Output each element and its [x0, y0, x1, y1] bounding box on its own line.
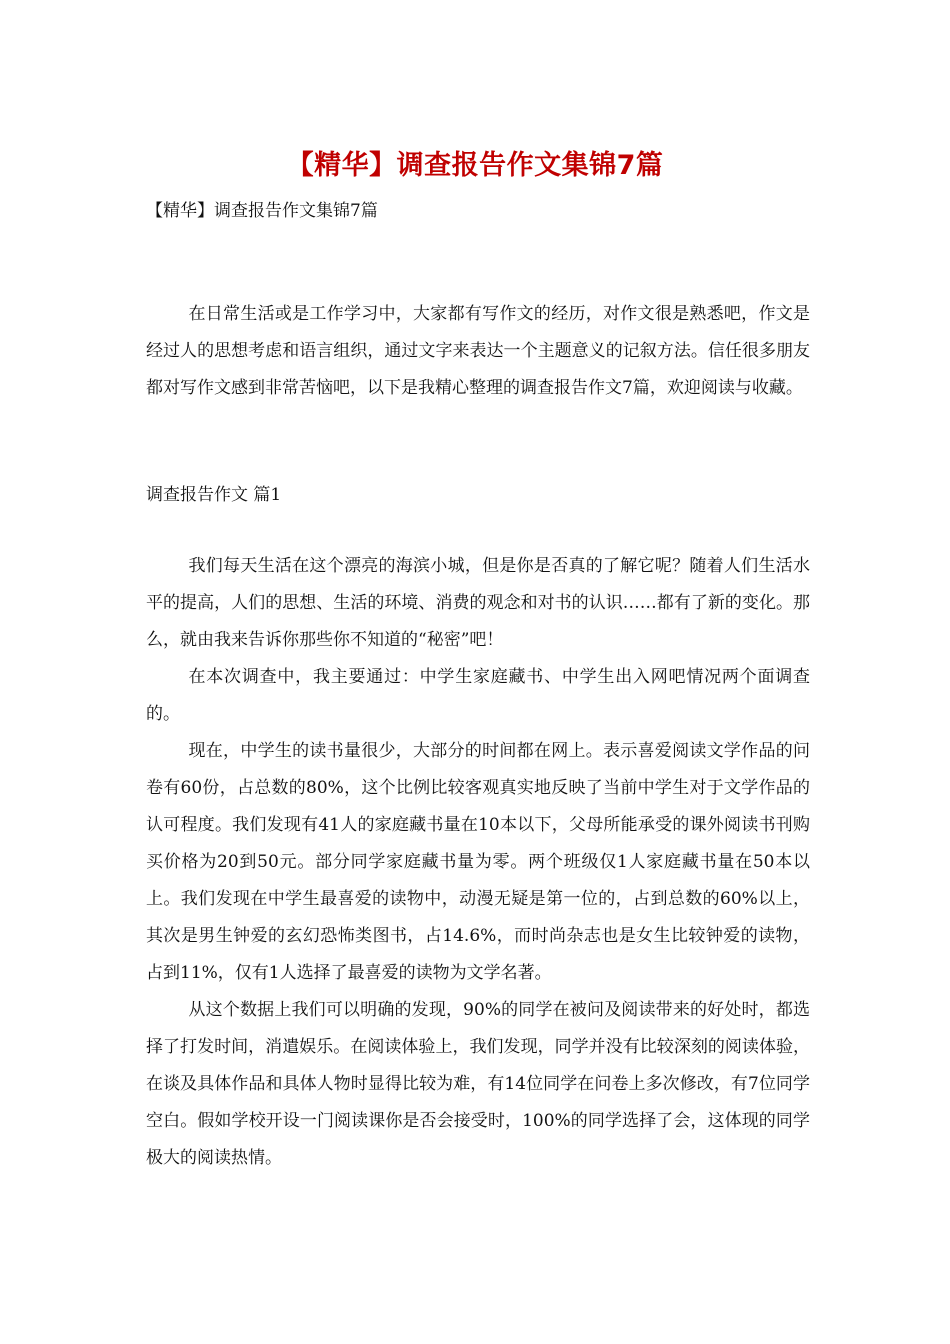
article-paragraph-4: 从这个数据上我们可以明确的发现，90%的同学在被问及阅读带来的好处时，都选择了打发时间，消遣娱乐。在阅读体验上，我们发现，同学并没有比较深刻的阅读体验，在谈及具体作品和具体人物时显得比较为难，有14位同学在问卷上多次修改，有7位同学空白。假如学校开设一门阅读课你是否会接受时，100%的同学选择了会，这体现的同学极大的阅读热情。	[146, 1000, 810, 1168]
document-subtitle: 【精华】调查报告作文集锦7篇	[146, 201, 378, 221]
document-title: 【精华】调查报告作文集锦7篇	[286, 150, 664, 181]
intro-paragraph: 在日常生活或是工作学习中，大家都有写作文的经历，对作文很是熟悉吧，作文是经过人的思想考虑和语言组织，通过文字来表达一个主题意义的记叙方法。信任很多朋友都对写作文感到非常苦恼吧，以下是我精心整理的调查报告作文7篇，欢迎阅读与收藏。	[146, 304, 810, 398]
section-heading: 调查报告作文 篇1	[146, 485, 282, 505]
intro-block	[146, 296, 810, 407]
article-paragraph-2: 在本次调查中，我主要通过：中学生家庭藏书、中学生出入网吧情况两个面调查的。	[146, 667, 810, 724]
article-body	[146, 548, 810, 1177]
article-paragraph-1: 我们每天生活在这个漂亮的海滨小城，但是你是否真的了解它呢？随着人们生活水平的提高，人们的思想、生活的环境、消费的观念和对书的认识……都有了新的变化。那么，就由我来告诉你那些你不知道的“秘密”吧！	[146, 556, 810, 650]
article-paragraph-3: 现在，中学生的读书量很少，大部分的时间都在网上。表示喜爱阅读文学作品的问卷有60份，占总数的80%，这个比例比较客观真实地反映了当前中学生对于文学作品的认可程度。我们发现有41人的家庭藏书量在10本以下，父母所能承受的课外阅读书刊购买价格为20到50元。部分同学家庭藏书量为零。两个班级仅1人家庭藏书量在50本以上。我们发现在中学生最喜爱的读物中，动漫无疑是第一位的，占到总数的60%以上，其次是男生钟爱的玄幻恐怖类图书，占14.6%，而时尚杂志也是女生比较钟爱的读物，占到11%，仅有1人选择了最喜爱的读物为文学名著。	[146, 741, 810, 983]
